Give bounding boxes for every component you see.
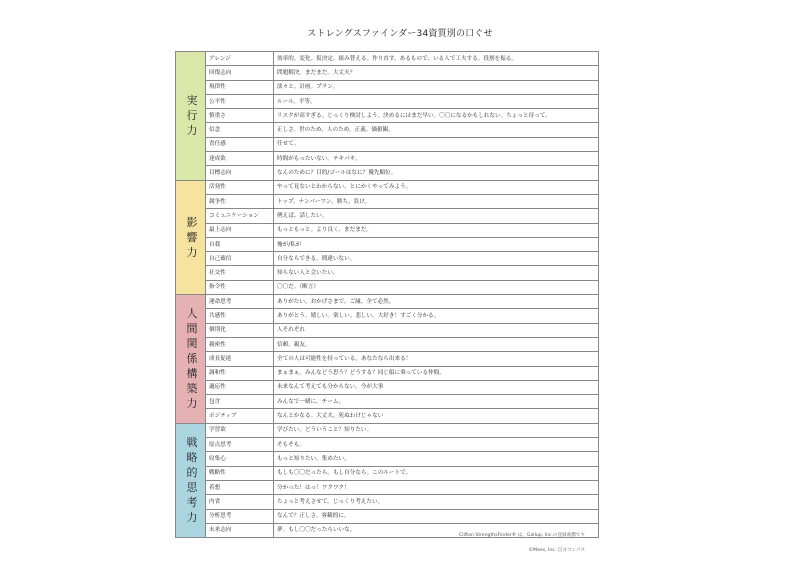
strength-phrase: 人それぞれ [274, 323, 599, 337]
category-cell [176, 295, 206, 424]
table-row [176, 137, 599, 151]
strength-phrase: やって見ないとわからない。とにかくやってみよう。 [274, 180, 599, 194]
strength-phrase: 時間がもったいない。テキパキ。 [274, 152, 599, 166]
strength-phrase: もっと知りたい。集めたい。 [274, 452, 599, 466]
strength-phrase: 〇〇だ。（断言） [274, 280, 599, 294]
strength-phrase: もっともっと。より良く。まだまだ。 [274, 223, 599, 237]
strength-phrase: 例えば。話したい。 [274, 209, 599, 223]
trademark-note: Clifton StrengthsFinder® は、Gallup, Inc.の登録商標です [459, 533, 585, 538]
strength-phrase: 任せて。 [274, 137, 599, 151]
table-row [176, 66, 599, 80]
strength-name: 共感性 [206, 309, 274, 323]
strength-name: 着想 [206, 480, 274, 494]
strength-name: 親密性 [206, 337, 274, 351]
strength-phrase: 学びたい。どういうこと？知りたい。 [274, 423, 599, 437]
strength-phrase: もしも〇〇だったら。もし自分なら。このルートで。 [274, 466, 599, 480]
strength-name: 社交性 [206, 266, 274, 280]
category-cell [176, 180, 206, 294]
strength-phrase: 全ての人は可能性を持っている。あなたなら出来る！ [274, 352, 599, 366]
strength-name: 信念 [206, 123, 274, 137]
strength-name: 自己確信 [206, 252, 274, 266]
strength-name: 規律性 [206, 80, 274, 94]
strength-name: 自我 [206, 237, 274, 251]
strength-phrase: 未来なんて考えても分からない。今が大事 [274, 380, 599, 394]
table-row [176, 94, 599, 108]
strength-phrase: なんで？正しさ。客観的に。 [274, 509, 599, 523]
table-row [176, 252, 599, 266]
strength-name: 分析思考 [206, 509, 274, 523]
strengths-table [175, 51, 599, 538]
strength-phrase: 夢。もし〇〇だったらいいな。 [274, 523, 599, 537]
table-row [176, 223, 599, 237]
strength-phrase: 信頼。親友。 [274, 337, 599, 351]
strength-phrase: トップ。ナンバーワン。勝ち。負け。 [274, 194, 599, 208]
table-row [176, 366, 599, 380]
strength-phrase: 効率的。変化。仮決定。組み替える。作り直す。あるもので、いる人で工夫する。役割を振る。 [274, 52, 599, 66]
table-row [176, 423, 599, 437]
strength-name: 目標志向 [206, 166, 274, 180]
strength-name: 公平性 [206, 94, 274, 108]
category-label: 戦略的思考力 [186, 436, 198, 525]
strength-phrase: 自分ならできる。間違いない。 [274, 252, 599, 266]
strength-phrase: まぁまぁ。みんなどう思う？どうする？同じ船に乗っている仲間。 [274, 366, 599, 380]
table-row [176, 266, 599, 280]
table-row [176, 309, 599, 323]
strength-phrase: そもそも。 [274, 438, 599, 452]
table-row [176, 395, 599, 409]
strength-name: 運命思考 [206, 295, 274, 309]
strength-name: 収集心 [206, 452, 274, 466]
strength-name: 調和性 [206, 366, 274, 380]
strength-name: 原点思考 [206, 438, 274, 452]
strength-phrase: みんなで一緒に。チーム。 [274, 395, 599, 409]
table-row [176, 209, 599, 223]
page-title: ストレングスファインダー34資質別の口ぐせ [307, 29, 493, 39]
strength-phrase: 淡々と。計画。プラン。 [274, 80, 599, 94]
strength-name: コミュニケーション [206, 209, 274, 223]
category-label: 実行力 [186, 94, 198, 138]
table-row [176, 337, 599, 351]
strength-name: ポジティブ [206, 409, 274, 423]
table-row [176, 109, 599, 123]
table-row [176, 495, 599, 509]
strength-phrase: リスクが高すぎる。じっくり検討しよう。決めるにはまだ早い。〇〇になるかもしれない。ちょっと待って。 [274, 109, 599, 123]
category-label: 人間関係構築力 [186, 307, 198, 411]
strength-name: 回復志向 [206, 66, 274, 80]
strength-phrase: 知らない人と会いたい。 [274, 266, 599, 280]
strength-name: 責任感 [206, 137, 274, 151]
table-row [176, 166, 599, 180]
strengths-table-body [176, 52, 599, 538]
strength-name: 未来志向 [206, 523, 274, 537]
strength-phrase: ルール。平等。 [274, 94, 599, 108]
table-row [176, 237, 599, 251]
table-row [176, 80, 599, 94]
table-row [176, 409, 599, 423]
strength-name: 適応性 [206, 380, 274, 394]
strength-name: 活発性 [206, 180, 274, 194]
strength-name: 成長促進 [206, 352, 274, 366]
category-cell [176, 52, 206, 181]
table-row [176, 180, 599, 194]
copyright-note: ©Mees, Inc. 自分コンパス [528, 548, 585, 553]
strength-name: 慎重さ [206, 109, 274, 123]
strength-phrase: 分かった！はっ！ワクワク！ [274, 480, 599, 494]
strength-name: アレンジ [206, 52, 274, 66]
strength-name: 競争性 [206, 194, 274, 208]
strength-name: 指令性 [206, 280, 274, 294]
strength-name: 学習欲 [206, 423, 274, 437]
strength-phrase: なんとかなる。大丈夫。死ぬわけじゃない [274, 409, 599, 423]
table-row [176, 352, 599, 366]
strength-phrase: なんのために？目的/ゴールはなに？優先順位。 [274, 166, 599, 180]
table-row [176, 323, 599, 337]
strength-name: 最上志向 [206, 223, 274, 237]
strength-phrase: 問題解決。まだまだ。大丈夫？ [274, 66, 599, 80]
strength-name: 個別化 [206, 323, 274, 337]
table-row [176, 152, 599, 166]
table-row [176, 194, 599, 208]
table-row [176, 295, 599, 309]
table-row [176, 438, 599, 452]
table-row [176, 452, 599, 466]
strength-name: 包含 [206, 395, 274, 409]
strength-phrase: ありがたい。おかげさまで。ご縁。全て必然。 [274, 295, 599, 309]
strength-name: 戦略性 [206, 466, 274, 480]
table-row [176, 123, 599, 137]
strength-name: 内省 [206, 495, 274, 509]
strength-phrase: ちょっと考えさせて。じっくり考えたい。 [274, 495, 599, 509]
category-label: 影響力 [186, 215, 198, 259]
strength-phrase: ありがとう。嬉しい。楽しい。悲しい。大好き！すごく分かる。 [274, 309, 599, 323]
table-row [176, 380, 599, 394]
table-row [176, 466, 599, 480]
table-row [176, 52, 599, 66]
strength-phrase: 俺が/私が [274, 237, 599, 251]
category-cell [176, 423, 206, 537]
strength-name: 達成欲 [206, 152, 274, 166]
table-row [176, 280, 599, 294]
table-row [176, 480, 599, 494]
table-row [176, 509, 599, 523]
strength-phrase: 正しさ。世のため、人のため。正義。価値観。 [274, 123, 599, 137]
